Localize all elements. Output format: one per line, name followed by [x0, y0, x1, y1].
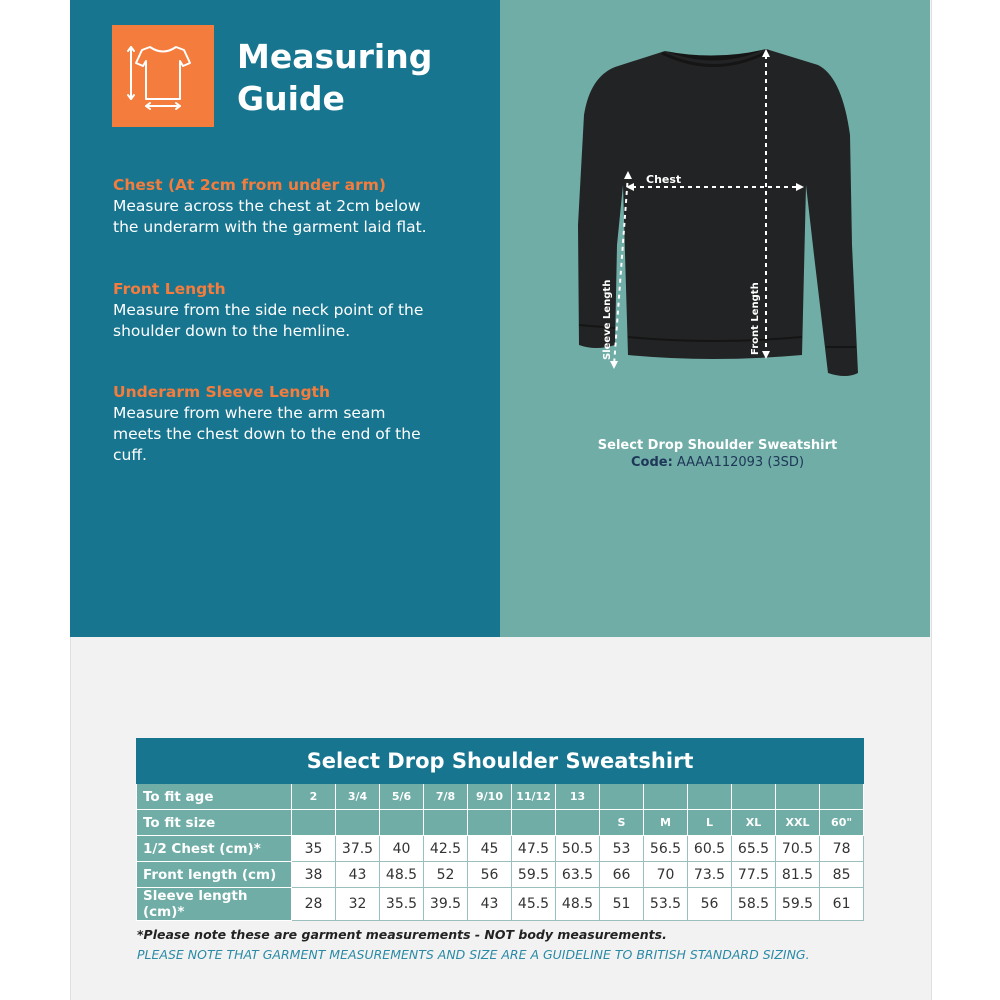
table-row — [137, 784, 864, 810]
table-cell: 40 — [380, 836, 424, 862]
table-cell — [424, 810, 468, 836]
front-length-desc-line: shoulder down to the hemline. — [113, 322, 351, 340]
sleeve-length-desc-line: Measure from where the arm seam — [113, 404, 386, 422]
sleeve-length-desc-line: meets the chest down to the end of the — [113, 425, 421, 443]
code-value: AAAA112093 (3SD) — [676, 455, 805, 470]
table-cell: 78 — [820, 836, 864, 862]
table-cell: 61 — [820, 888, 864, 921]
product-name: Select Drop Shoulder Sweatshirt — [597, 438, 838, 453]
sleeve-length-label: Sleeve Length — [602, 279, 613, 360]
row-label: To fit size — [137, 810, 292, 836]
table-cell: 48.5 — [556, 888, 600, 921]
table-cell: 73.5 — [688, 862, 732, 888]
table-cell: S — [600, 810, 644, 836]
row-label: To fit age — [137, 784, 292, 810]
garment-measurement-note: *Please note these are garment measurements - NOT body measurements. — [137, 927, 667, 942]
table-cell: 85 — [820, 862, 864, 888]
front-length-section — [113, 279, 473, 342]
front-length-label: Front Length — [750, 282, 761, 355]
sleeve-length-section — [113, 382, 473, 466]
table-cell: 35 — [292, 836, 336, 862]
table-cell: 56 — [468, 862, 512, 888]
table-row — [137, 810, 864, 836]
table-cell: 28 — [292, 888, 336, 921]
table-cell: 45.5 — [512, 888, 556, 921]
table-cell: 56 — [688, 888, 732, 921]
product-code — [580, 454, 855, 471]
title-line-1: Measuring — [237, 37, 433, 76]
table-cell — [688, 784, 732, 810]
table-cell: 60" — [820, 810, 864, 836]
size-table — [136, 738, 864, 921]
table-cell: M — [644, 810, 688, 836]
table-cell: 11/12 — [512, 784, 556, 810]
table-cell — [512, 810, 556, 836]
table-cell: 59.5 — [776, 888, 820, 921]
table-cell: 56.5 — [644, 836, 688, 862]
table-cell: 42.5 — [424, 836, 468, 862]
table-cell: 35.5 — [380, 888, 424, 921]
table-title: Select Drop Shoulder Sweatshirt — [137, 739, 864, 784]
table-row — [137, 862, 864, 888]
table-cell — [600, 784, 644, 810]
tshirt-measure-icon — [112, 25, 214, 127]
table-cell: 70 — [644, 862, 688, 888]
sleeve-length-heading: Underarm Sleeve Length — [113, 383, 330, 401]
table-cell: 48.5 — [380, 862, 424, 888]
table-cell: 43 — [336, 862, 380, 888]
table-cell: 32 — [336, 888, 380, 921]
table-cell: 51 — [600, 888, 644, 921]
table-cell: XXL — [776, 810, 820, 836]
table-cell — [556, 810, 600, 836]
table-cell: 63.5 — [556, 862, 600, 888]
table-cell: 53 — [600, 836, 644, 862]
table-cell — [292, 810, 336, 836]
table-cell: 37.5 — [336, 836, 380, 862]
table-cell: 45 — [468, 836, 512, 862]
table-cell: 70.5 — [776, 836, 820, 862]
table-cell: 60.5 — [688, 836, 732, 862]
table-cell: 38 — [292, 862, 336, 888]
chest-desc-line: Measure across the chest at 2cm below — [113, 197, 421, 215]
table-cell: 7/8 — [424, 784, 468, 810]
table-cell: 81.5 — [776, 862, 820, 888]
row-label: 1/2 Chest (cm)* — [137, 836, 292, 862]
table-cell: 77.5 — [732, 862, 776, 888]
table-cell: 59.5 — [512, 862, 556, 888]
front-length-heading: Front Length — [113, 280, 226, 298]
title-line-2: Guide — [237, 79, 345, 118]
chest-heading: Chest (At 2cm from under arm) — [113, 176, 386, 194]
table-cell: 66 — [600, 862, 644, 888]
chest-desc-line: the underarm with the garment laid flat. — [113, 218, 427, 236]
table-cell: 5/6 — [380, 784, 424, 810]
table-cell: 2 — [292, 784, 336, 810]
table-cell — [776, 784, 820, 810]
code-label: Code: — [630, 455, 673, 470]
table-cell — [380, 810, 424, 836]
table-cell: 52 — [424, 862, 468, 888]
table-cell: 58.5 — [732, 888, 776, 921]
table-cell: 53.5 — [644, 888, 688, 921]
table-row — [137, 836, 864, 862]
chest-section — [113, 175, 473, 238]
front-length-desc-line: Measure from the side neck point of the — [113, 301, 424, 319]
sizing-guideline-note: PLEASE NOTE THAT GARMENT MEASUREMENTS AND SIZE ARE A GUIDELINE TO BRITISH STANDARD SIZING. — [137, 947, 810, 962]
product-caption — [580, 437, 855, 471]
table-cell: 9/10 — [468, 784, 512, 810]
sleeve-length-desc-line: cuff. — [113, 446, 147, 464]
table-cell: 47.5 — [512, 836, 556, 862]
table-cell: 13 — [556, 784, 600, 810]
table-cell: L — [688, 810, 732, 836]
table-cell — [644, 784, 688, 810]
table-cell: 3/4 — [336, 784, 380, 810]
table-cell — [732, 784, 776, 810]
row-label: Front length (cm) — [137, 862, 292, 888]
table-row — [137, 888, 864, 921]
table-cell — [820, 784, 864, 810]
table-cell: 39.5 — [424, 888, 468, 921]
row-label: Sleeve length (cm)* — [137, 888, 292, 921]
table-cell: 43 — [468, 888, 512, 921]
table-cell: XL — [732, 810, 776, 836]
table-cell: 50.5 — [556, 836, 600, 862]
page-title — [237, 36, 497, 120]
table-cell — [468, 810, 512, 836]
table-cell — [336, 810, 380, 836]
table-cell: 65.5 — [732, 836, 776, 862]
sweatshirt-illustration — [570, 45, 870, 385]
chest-label: Chest — [646, 173, 682, 186]
